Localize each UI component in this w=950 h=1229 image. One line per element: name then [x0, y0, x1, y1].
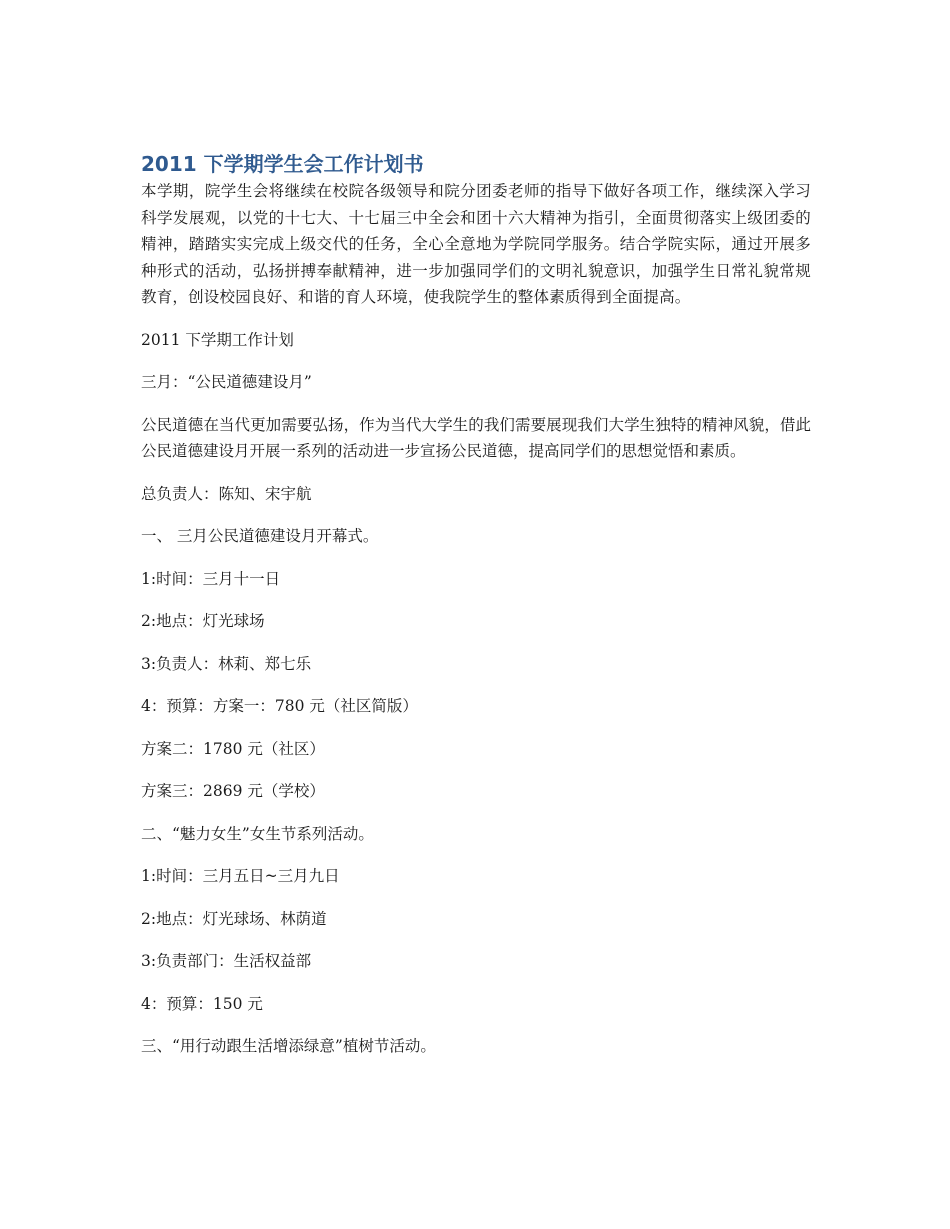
chief-responsible: 总负责人：陈知、宋宇航	[141, 484, 312, 503]
activity-1-location: 2:地点：灯光球场	[141, 612, 265, 630]
activity-2-location: 2:地点：灯光球场、林荫道	[141, 909, 327, 928]
activity-1-budget-plan-2: 方案二：1780 元（社区）	[141, 739, 325, 758]
activity-1-budget-plan-1: 4：预算：方案一：780 元（社区简版）	[141, 697, 418, 715]
march-description: 公民道德在当代更加需要弘扬，作为当代大学生的我们需要展现我们大学生独特的精神风貌，借此公民道德建设月开展一系列的活动进一步宣扬公民道德，提高同学们的思想觉悟和素质。	[141, 415, 811, 460]
activity-1-title: 一、 三月公民道德建设月开幕式。	[141, 527, 379, 545]
activity-3-title: 三、“用行动跟生活增添绿意”植树节活动。	[141, 1037, 436, 1055]
month-heading-march: 三月：“公民道德建设月”	[141, 373, 312, 391]
activity-2-time: 1:时间：三月五日~三月九日	[141, 867, 340, 885]
intro-paragraph: 本学期，院学生会将继续在校院各级领导和院分团委老师的指导下做好各项工作，继续深入学习科学发展观，以党的十七大、十七届三中全会和团十六大精神为指引，全面贯彻落实上级团委的精神，踏踏实实完成上级交代的任务，全心全意地为学院同学服务。结合学院实际，通过开展多种形式的活动，弘扬拼搏奉献精神，进一步加强同学们的文明礼貌意识，加强学生日常礼貌常规教育，创设校园良好、和谐的育人环境，使我院学生的整体素质得到全面提高。	[141, 182, 811, 306]
activity-1-time: 1:时间：三月十一日	[141, 569, 281, 588]
document-page	[141, 150, 811, 1060]
activity-2-budget: 4：预算：150 元	[141, 994, 263, 1013]
activity-1-budget-plan-3: 方案三：2869 元（学校）	[141, 782, 325, 800]
activity-2-department: 3:负责部门：生活权益部	[141, 952, 312, 970]
activity-1-responsible: 3:负责人：林莉、郑七乐	[141, 654, 312, 673]
activity-2-title: 二、“魅力女生”女生节系列活动。	[141, 824, 374, 843]
section-heading-plan: 2011 下学期工作计划	[141, 330, 294, 349]
document-title: 2011 下学期学生会工作计划书	[141, 152, 424, 176]
